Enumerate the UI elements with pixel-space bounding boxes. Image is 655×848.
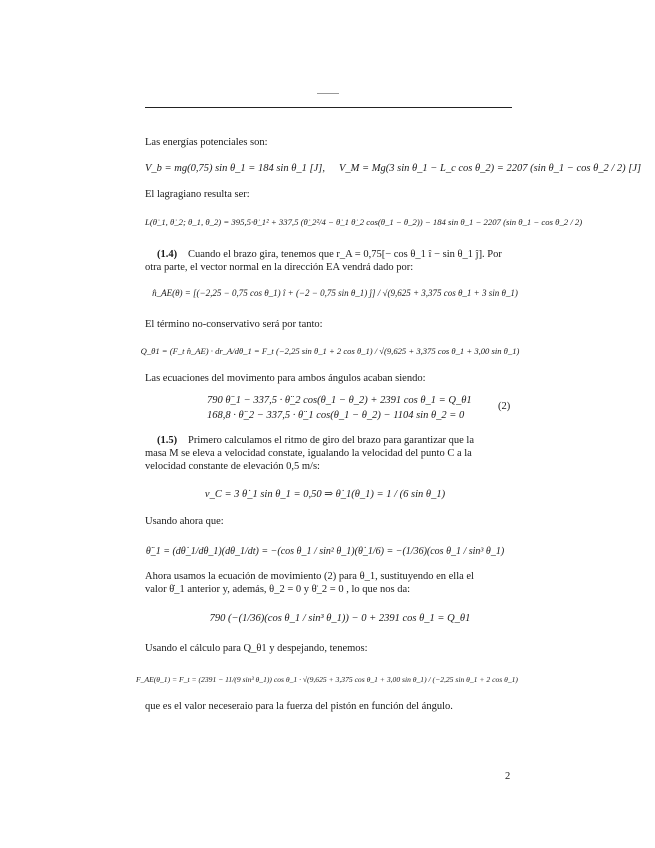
section-label: (1.4) <box>157 249 178 260</box>
equation-velocity: v_C = 3 θ̇_1 sin θ_1 = 0,50 ⇒ θ̇_1(θ_1) = 1 / (6 sin θ_1) <box>204 489 446 500</box>
equation-motion-1: 790 θ̈_1 − 337,5 · θ̈_2 cos(θ_1 − θ_2) + 2391 cos θ_1 = Q_θ1 <box>207 395 472 406</box>
equation-piston-force: F_AE(θ_1) = F_t = (2391 − 11/(9 sin³ θ_1)) cos θ_1 · √(9,625 + 3,375 cos θ_1 + 3,00 sin θ_1) / (−2,25 sin θ_1 + 2 cos θ_1) <box>136 675 518 684</box>
paragraph: Usando el cálculo para Q_θ1 y despejando, tenemos: <box>145 643 368 654</box>
paragraph: Las energías potenciales son: <box>145 137 268 148</box>
paragraph-line: Ahora usamos la ecuación de movimiento (2) para θ_1, sustituyendo en ella el <box>145 571 474 582</box>
equation-lagrangian: L(θ̇_1, θ̇_2; θ_1, θ_2) = 395,5·θ̇_1² + 337,5 (θ̇_2²/4 − θ̇_1 θ̇_2 cos(θ_1 − θ_2)) − 184 sin θ_1 − 2207 (sin θ_1 − cos θ_2 / 2) <box>145 217 583 227</box>
header-rule <box>145 107 512 108</box>
paragraph-line: valor θ̇_1 anterior y, además, θ_2 = 0 y θ̈_2 = 0 , lo que nos da: <box>145 584 411 595</box>
paragraph-line: Cuando el brazo gira, tenemos que r_A = 0,75[− cos θ_1 î − sin θ_1 ĵ]. Por <box>188 249 502 260</box>
page-number: 2 <box>505 771 511 782</box>
paragraph: El término no-conservativo será por tanto: <box>145 319 323 330</box>
paragraph: Las ecuaciones del movimento para ambos ángulos acaban siendo: <box>145 373 426 384</box>
paragraph-line: otra parte, el vector normal en la dirección EA vendrá dado por: <box>145 262 414 273</box>
paragraph-line: Primero calculamos el ritmo de giro del brazo para garantizar que la <box>188 435 475 446</box>
paragraph-line: masa M se eleva a velocidad constate, igualando la velocidad del punto C a la <box>145 448 472 459</box>
paragraph: Usando ahora que: <box>145 516 224 527</box>
equation-vb: V_b = mg(0,75) sin θ_1 = 184 sin θ_1 [J], <box>145 163 325 174</box>
paragraph: que es el valor neceseraio para la fuerza del pistón en función del ángulo. <box>145 701 453 712</box>
paragraph-line: velocidad constante de elevación 0,5 m/s: <box>145 461 320 472</box>
equation-substitution: 790 (−(1/36)(cos θ_1 / sin³ θ_1)) − 0 + 2391 cos θ_1 = Q_θ1 <box>209 613 471 624</box>
section-label: (1.5) <box>157 435 178 446</box>
header-mark <box>317 93 339 94</box>
equation-acceleration: θ̈_1 = (dθ̇_1/dθ_1)(dθ_1/dt) = −(cos θ_1 / sin² θ_1)(θ̇_1/6) = −(1/36)(cos θ_1 / sin³ θ_1) <box>145 546 505 557</box>
equation-motion-2: 168,8 · θ̈_2 − 337,5 · θ̈_1 cos(θ_1 − θ_2) − 1104 sin θ_2 = 0 <box>207 410 465 421</box>
equation-number: (2) <box>498 401 511 412</box>
equation-normal-vector: n̂_AE(θ) = [(−2,25 − 0,75 cos θ_1) î + (−2 − 0,75 sin θ_1) ĵ] / √(9,625 + 3,375 cos θ_1 + 3 sin θ_1) <box>152 288 518 298</box>
paragraph: El lagragiano resulta ser: <box>145 189 250 200</box>
equation-generalized-force: Q_θ1 = (F_t n̂_AE) · dr_A/dθ_1 = F_t (−2,25 sin θ_1 + 2 cos θ_1) / √(9,625 + 3,375 cos θ_1 + 3,00 sin θ_1) <box>140 346 520 356</box>
equation-vm: V_M = Mg(3 sin θ_1 − L_c cos θ_2) = 2207 (sin θ_1 − cos θ_2 / 2) [J] <box>339 163 642 174</box>
